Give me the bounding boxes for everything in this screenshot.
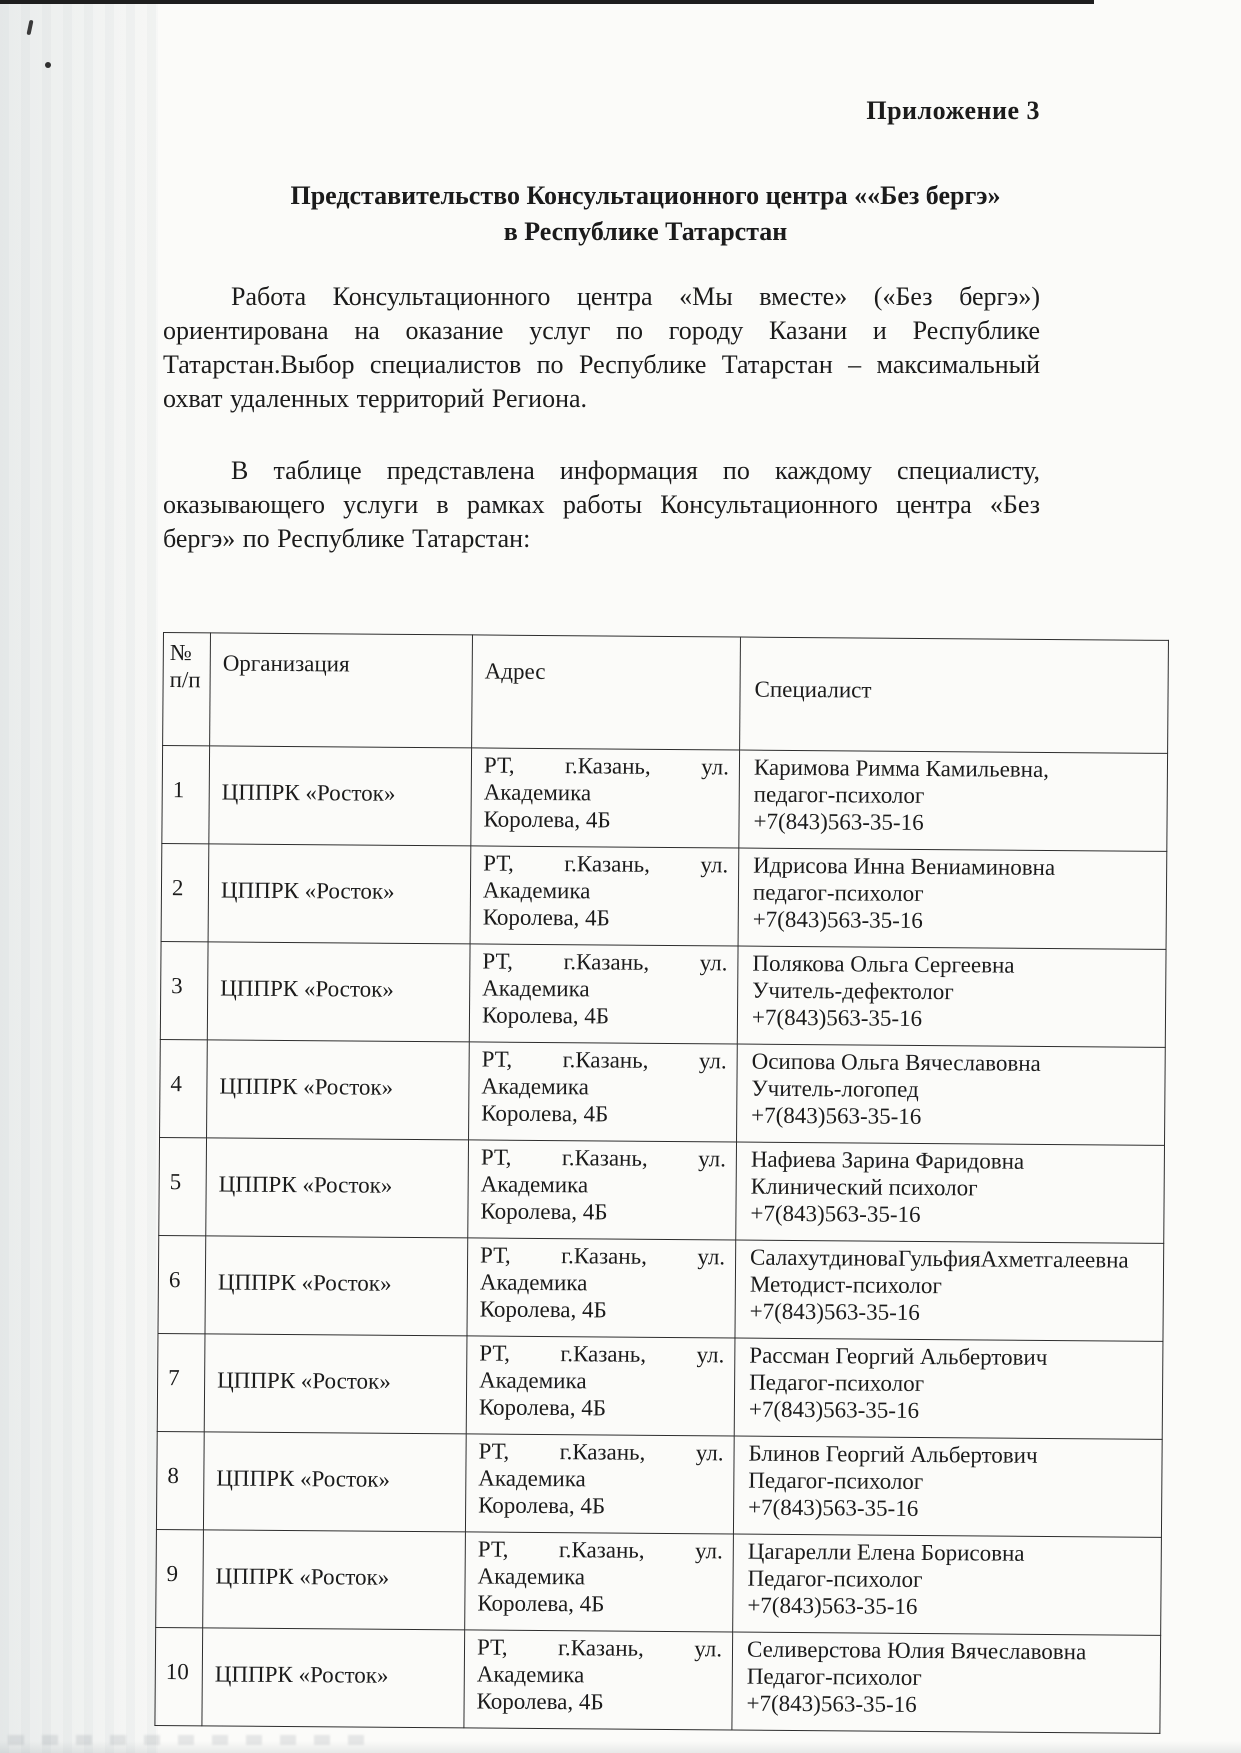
cell-organization: ЦППРК «Росток» — [209, 746, 472, 846]
cell-line: Королева, 4Б — [481, 1002, 610, 1029]
cell-line: Учитель-логопед — [751, 1075, 919, 1102]
cell-specialist — [739, 750, 1168, 851]
cell-specialist — [735, 1240, 1164, 1341]
cell-line: +7(843)563-35-16 — [752, 906, 923, 933]
cell-line: Клинический психолог — [750, 1173, 978, 1201]
cell-number: 1 — [162, 746, 210, 844]
cell-specialist — [733, 1436, 1162, 1537]
cell-line: Селиверстова Юлия Вячеславовна — [746, 1636, 1087, 1665]
cell-line: Педагог-психолог — [749, 1369, 925, 1397]
header-cell-address: Адрес — [472, 635, 741, 750]
cell-address — [465, 1434, 734, 1534]
cell-line: РТ, г.Казань, ул. — [481, 1046, 727, 1074]
document-title-line-1: Представительство Консультационного центра ««Без бергэ» — [290, 181, 1001, 210]
specialists-table — [154, 632, 1169, 1734]
specialists-table-wrapper — [154, 632, 1241, 1734]
cell-line: +7(843)563-35-16 — [748, 1396, 920, 1423]
cell-line: Педагог-психолог — [748, 1467, 924, 1494]
cell-line: РТ, г.Казань, ул. — [477, 1536, 723, 1564]
cell-line: +7(843)563-35-16 — [747, 1592, 918, 1619]
table-row — [159, 1137, 1165, 1243]
cell-address — [465, 1532, 734, 1632]
paragraph-1: Работа Консультационного центра «Мы вместе» («Без бергэ») ориентирована на оказание услуг по городу Казани и Республике Татарстан.Выбор специалистов по Республике Татарстан – максимальный охват удаленных территорий Региона. — [163, 282, 1040, 413]
cell-line: Педагог-психолог — [747, 1565, 923, 1592]
cell-organization: ЦППРК «Росток» — [206, 1138, 469, 1238]
cell-number: 10 — [155, 1627, 203, 1725]
cell-line: педагог-психолог — [752, 879, 924, 906]
table-row — [160, 1039, 1166, 1145]
cell-organization: ЦППРК «Росток» — [208, 844, 471, 944]
header-cell-organization: Организация — [210, 633, 473, 748]
cell-line: Нафиева Зарина Фаридовна — [750, 1146, 1025, 1174]
cell-organization: ЦППРК «Росток» — [203, 1432, 466, 1532]
cell-number: 5 — [159, 1137, 207, 1235]
cell-line: +7(843)563-35-16 — [750, 1200, 921, 1227]
cell-address — [469, 944, 738, 1044]
cell-line: РТ, г.Казань, ул. — [478, 1438, 724, 1466]
cell-specialist — [736, 1142, 1165, 1243]
table-header-row — [163, 633, 1169, 754]
table-row — [162, 746, 1168, 852]
cell-address — [470, 846, 739, 946]
table-row — [156, 1431, 1162, 1537]
cell-line: Академика — [477, 1563, 586, 1590]
cell-line: Академика — [482, 877, 591, 904]
cell-address — [471, 748, 740, 848]
cell-specialist — [734, 1338, 1163, 1439]
cell-line: Королева, 4Б — [483, 806, 611, 833]
document-title-line-2: в Республике Татарстан — [503, 217, 788, 246]
cell-line: Полякова Ольга Сергеевна — [752, 950, 1015, 978]
cell-organization: ЦППРК «Росток» — [207, 1040, 470, 1140]
appendix-label: Приложение 3 — [866, 96, 1040, 125]
document-title — [210, 178, 1081, 250]
cell-address — [466, 1336, 735, 1436]
cell-line: Королева, 4Б — [481, 1100, 609, 1127]
table-row — [155, 1627, 1161, 1733]
cell-line: Королева, 4Б — [476, 1688, 604, 1715]
cell-line: Осипова Ольга Вячеславовна — [751, 1048, 1041, 1076]
cell-line: Блинов Георгий Альбертович — [748, 1440, 1038, 1468]
cell-line: Каримова Римма Камильевна, — [753, 754, 1050, 782]
cell-line: Учитель-дефектолог — [752, 977, 954, 1005]
cell-line: Рассман Георгий Альбертович — [749, 1342, 1048, 1370]
paragraph-2: В таблице представлена информация по каждому специалисту, оказывающего услуги в рамках работы Консультационного центра «Без бергэ» по Республике Татарстан: — [163, 456, 1040, 553]
cell-number: 8 — [156, 1431, 204, 1529]
cell-number: 2 — [161, 843, 209, 941]
cell-line: Цагарелли Елена Борисовна — [747, 1538, 1025, 1566]
cell-address — [468, 1140, 737, 1240]
table-row — [158, 1235, 1164, 1341]
cell-organization: ЦППРК «Росток» — [203, 1530, 466, 1630]
table-row — [157, 1333, 1163, 1439]
cell-line: +7(843)563-35-16 — [749, 1298, 920, 1325]
header-cell-number: № п/п — [163, 633, 211, 746]
cell-number: 7 — [157, 1333, 205, 1431]
cell-line: Методист-психолог — [749, 1271, 942, 1299]
cell-line: Академика — [476, 1661, 585, 1688]
header-cell-specialist: Специалист — [740, 637, 1169, 753]
cell-line: СалахутдиноваГульфияАхметгалеевна — [750, 1244, 1129, 1273]
cell-line: +7(843)563-35-16 — [748, 1494, 919, 1521]
cell-line: Королева, 4Б — [478, 1394, 607, 1421]
cell-organization: ЦППРК «Росток» — [207, 942, 470, 1042]
cell-address — [467, 1238, 736, 1338]
cell-line: Королева, 4Б — [477, 1590, 605, 1617]
cell-line: РТ, г.Казань, ул. — [483, 850, 729, 878]
cell-number: 3 — [160, 941, 208, 1039]
cell-specialist — [737, 946, 1166, 1047]
cell-specialist — [733, 1534, 1162, 1635]
cell-address — [464, 1630, 733, 1730]
cell-line: Королева, 4Б — [480, 1198, 608, 1225]
cell-line: Академика — [480, 1171, 589, 1198]
cell-address — [469, 1042, 738, 1142]
cell-specialist — [737, 1044, 1166, 1145]
cell-line: Академика — [479, 1269, 588, 1296]
cell-line: Королева, 4Б — [478, 1492, 606, 1519]
cell-organization: ЦППРК «Росток» — [202, 1628, 465, 1728]
table-row — [160, 941, 1166, 1047]
cell-line: РТ, г.Казань, ул. — [482, 948, 728, 976]
cell-line: РТ, г.Казань, ул. — [479, 1340, 725, 1368]
cell-line: педагог-психолог — [753, 781, 925, 808]
cell-line: Академика — [482, 975, 590, 1002]
cell-number: 4 — [160, 1039, 208, 1137]
table-row — [161, 843, 1167, 949]
cell-line: РТ, г.Казань, ул. — [476, 1634, 723, 1662]
cell-line: Академика — [481, 1073, 589, 1100]
cell-line: Педагог-психолог — [746, 1663, 922, 1690]
cell-line: Идрисова Инна Вениаминовна — [753, 852, 1056, 881]
scan-bottom-edge-shading — [0, 1741, 1241, 1753]
cell-organization: ЦППРК «Росток» — [204, 1334, 467, 1434]
cell-line: Академика — [479, 1367, 587, 1394]
cell-line: +7(843)563-35-16 — [751, 1102, 922, 1129]
cell-line: РТ, г.Казань, ул. — [480, 1242, 726, 1270]
cell-organization: ЦППРК «Росток» — [205, 1236, 468, 1336]
cell-line: +7(843)563-35-16 — [751, 1004, 923, 1031]
cell-number: 9 — [156, 1529, 204, 1627]
cell-line: Академика — [478, 1465, 586, 1492]
cell-line: Королева, 4Б — [482, 904, 610, 931]
cell-line: +7(843)563-35-16 — [753, 808, 924, 835]
cell-line: РТ, г.Казань, ул. — [480, 1144, 726, 1172]
cell-line: РТ, г.Казань, ул. — [483, 752, 730, 780]
cell-line: Королева, 4Б — [479, 1296, 607, 1323]
cell-specialist — [732, 1632, 1161, 1733]
table-row — [156, 1529, 1162, 1635]
cell-specialist — [738, 848, 1167, 949]
cell-line: +7(843)563-35-16 — [746, 1690, 917, 1717]
cell-line: Академика — [483, 779, 592, 806]
cell-number: 6 — [158, 1235, 206, 1333]
